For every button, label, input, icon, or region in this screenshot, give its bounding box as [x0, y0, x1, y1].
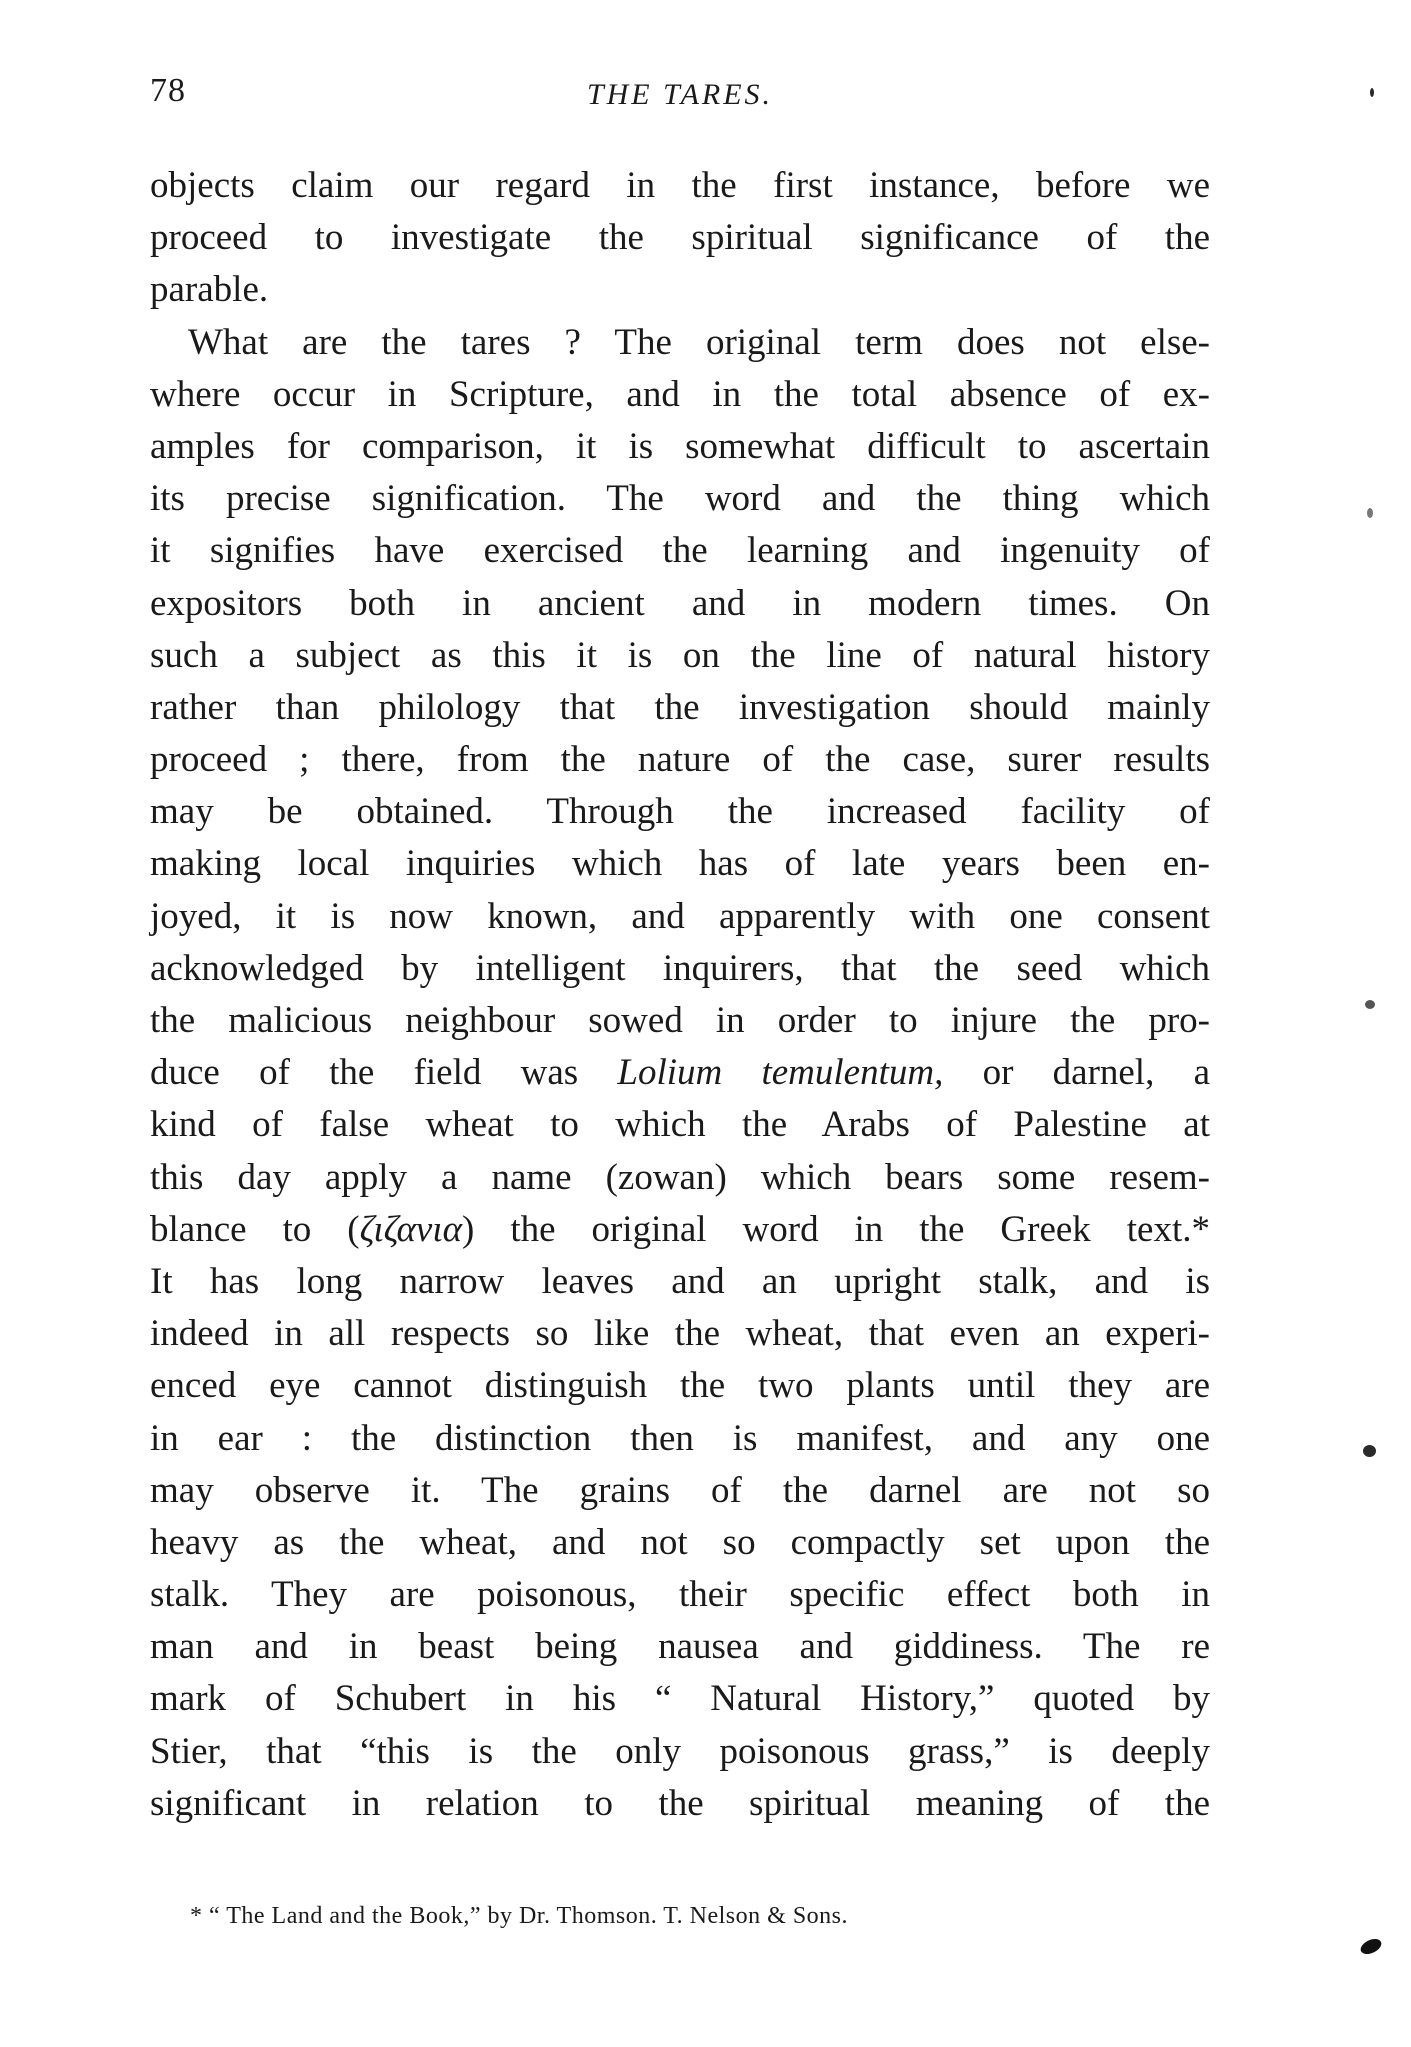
text-line-species	[150, 1047, 1210, 1099]
greek-word: ζιζανια	[359, 1208, 463, 1250]
text-line: objects claim our regard in the first instance, before we	[150, 165, 1210, 206]
scan-speck	[1363, 1445, 1376, 1457]
text-line: may be obtained. Through the increased facility of	[150, 791, 1210, 833]
body-text	[150, 160, 1210, 1830]
text-line: man and in beast being nausea and giddiness. The re	[150, 1626, 1210, 1668]
text-line: expositors both in ancient and in modern times. On	[150, 582, 1210, 624]
text-line: It has long narrow leaves and an upright stalk, and is	[150, 1260, 1210, 1302]
text-line: stalk. They are poisonous, their specific effect both in	[150, 1574, 1210, 1616]
text-line: Stier, that “this is the only poisonous grass,” is deeply	[150, 1730, 1210, 1772]
text-segment: duce of the field was	[150, 1052, 618, 1094]
text-line: in ear : the distinction then is manifest, and any one	[150, 1417, 1210, 1459]
species-name: Lolium temulentum,	[617, 1052, 944, 1094]
footnote: * “ The Land and the Book,” by Dr. Thomson. T. Nelson & Sons.	[190, 1903, 849, 1929]
text-line: may observe it. The grains of the darnel are not so	[150, 1469, 1210, 1511]
text-segment: or darnel, a	[943, 1052, 1210, 1094]
scan-speck	[1370, 88, 1374, 97]
running-head	[150, 72, 1210, 122]
text-line: this day apply a name (zowan) which bears some resem-	[150, 1156, 1210, 1198]
scan-speck	[1367, 508, 1373, 518]
text-line: where occur in Scripture, and in the total absence of ex-	[150, 373, 1210, 415]
text-line: kind of false wheat to which the Arabs of Palestine at	[150, 1104, 1210, 1146]
text-line: indeed in all respects so like the wheat, that even an experi-	[150, 1313, 1210, 1355]
text-line: rather than philology that the investigation should mainly	[150, 686, 1210, 728]
text-line: making local inquiries which has of late years been en-	[150, 843, 1210, 885]
text-segment: ) the original word in the Greek text.*	[462, 1208, 1210, 1250]
scan-speck	[1365, 1000, 1375, 1009]
text-line: mark of Schubert in his “ Natural History,” quoted by	[150, 1678, 1210, 1720]
text-line: its precise signification. The word and the thing which	[150, 478, 1210, 520]
text-line: joyed, it is now known, and apparently with one consent	[150, 895, 1210, 937]
text-line: amples for comparison, it is somewhat difficult to ascertain	[150, 425, 1210, 467]
text-line-greek	[150, 1204, 1210, 1256]
paragraph-start-line: What are the tares ? The original term does not else-	[188, 321, 1210, 363]
text-line: acknowledged by intelligent inquirers, that the seed which	[150, 947, 1210, 989]
text-line: it signifies have exercised the learning and ingenuity of	[150, 530, 1210, 572]
text-line: such a subject as this it is on the line of natural history	[150, 634, 1210, 676]
text-line: heavy as the wheat, and not so compactly set upon the	[150, 1521, 1210, 1563]
text-line: enced eye cannot distinguish the two plants until they are	[150, 1365, 1210, 1407]
text-line: the malicious neighbour sowed in order to injure the pro-	[150, 1000, 1210, 1041]
text-line: proceed to investigate the spiritual significance of the	[150, 217, 1210, 259]
page-number: 78	[150, 72, 186, 109]
text-segment: blance to (	[150, 1208, 360, 1250]
running-title: THE TARES.	[586, 78, 774, 111]
text-line: parable.	[150, 269, 269, 311]
scan-speck	[1358, 1936, 1383, 1957]
text-line: proceed ; there, from the nature of the case, surer results	[150, 739, 1210, 781]
text-line: significant in relation to the spiritual meaning of the	[150, 1782, 1210, 1824]
